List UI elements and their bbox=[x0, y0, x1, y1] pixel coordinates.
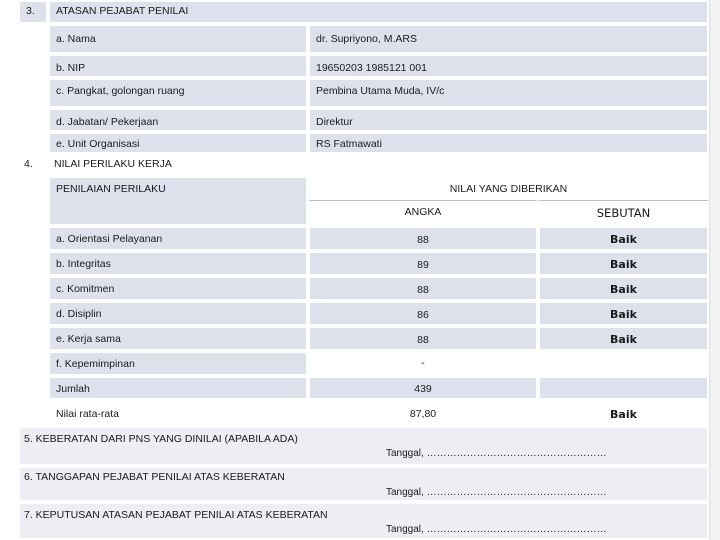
angka-header-cell bbox=[308, 200, 538, 226]
komitmen-sebutan: Baik bbox=[610, 283, 637, 296]
komitmen-angka-cell bbox=[308, 276, 538, 301]
penilaian-header: PENILAIAN PERILAKU bbox=[56, 183, 166, 195]
orientasi-label-cell bbox=[48, 226, 308, 251]
unit-label-cell bbox=[48, 132, 308, 154]
section5-block bbox=[18, 426, 709, 466]
jumlah-sebutan-cell bbox=[538, 376, 709, 400]
pangkat-label-cell bbox=[48, 78, 308, 108]
rata-value-cell bbox=[308, 400, 538, 426]
disiplin-sebutan: Baik bbox=[610, 308, 637, 321]
pangkat-value: Pembina Utama Muda, IV/c bbox=[316, 85, 445, 97]
pangkat-label: c. Pangkat, golongan ruang bbox=[56, 85, 185, 97]
integritas-angka: 89 bbox=[417, 259, 429, 271]
orientasi-angka-cell bbox=[308, 226, 538, 251]
nip-value: 19650203 1985121 001 bbox=[316, 62, 427, 74]
disiplin-label-cell bbox=[48, 301, 308, 326]
sebutan-header-cell bbox=[538, 200, 709, 226]
kerjasama-angka-cell bbox=[308, 326, 538, 351]
jabatan-label: d. Jabatan/ Pekerjaan bbox=[56, 116, 159, 128]
disiplin-angka-cell bbox=[308, 301, 538, 326]
unit-value: RS Fatmawati bbox=[316, 138, 382, 150]
nama-label: a. Nama bbox=[56, 33, 96, 45]
nama-value: dr. Supriyono, M.ARS bbox=[316, 33, 417, 45]
orientasi-sebutan-cell bbox=[538, 226, 709, 251]
jumlah-value: 439 bbox=[414, 383, 432, 395]
section7-tanggal: Tanggal, ……………………………………………… bbox=[386, 524, 607, 535]
section6-block bbox=[18, 466, 709, 502]
nilai-header: NILAI YANG DIBERIKAN bbox=[449, 183, 568, 195]
rata-label-cell bbox=[48, 400, 308, 426]
disiplin-angka: 86 bbox=[417, 309, 429, 321]
kerjasama-sebutan: Baik bbox=[610, 333, 637, 346]
komitmen-sebutan-cell bbox=[538, 276, 709, 301]
section5-tanggal: Tanggal, ……………………………………………… bbox=[386, 448, 607, 459]
orientasi-angka: 88 bbox=[417, 234, 429, 246]
rata-value: 87,80 bbox=[409, 408, 437, 420]
orientasi-sebutan: Baik bbox=[610, 233, 637, 246]
kerjasama-label-cell bbox=[48, 326, 308, 351]
komitmen-angka: 88 bbox=[417, 284, 429, 296]
disiplin-label: d. Disiplin bbox=[56, 308, 102, 320]
rata-label: Nilai rata-rata bbox=[56, 408, 120, 420]
nilai-header-cell bbox=[308, 176, 709, 200]
section4-title: NILAI PERILAKU KERJA bbox=[54, 158, 172, 170]
nama-value-cell bbox=[308, 24, 709, 54]
orientasi-label: a. Orientasi Pelayanan bbox=[56, 233, 163, 245]
jumlah-label: Jumlah bbox=[56, 383, 90, 395]
kepemimpinan-angka-cell bbox=[308, 351, 538, 376]
section7-block bbox=[18, 502, 709, 540]
kepemimpinan-angka: - bbox=[421, 357, 425, 369]
disiplin-sebutan-cell bbox=[538, 301, 709, 326]
page-edge bbox=[709, 0, 720, 540]
kerjasama-angka: 88 bbox=[417, 334, 429, 346]
komitmen-label: c. Komitmen bbox=[56, 283, 115, 295]
section6-title: 6. TANGGAPAN PEJABAT PENILAI ATAS KEBERATAN bbox=[24, 471, 285, 483]
kepemimpinan-label-cell bbox=[48, 351, 308, 376]
section7-title: 7. KEPUTUSAN ATASAN PEJABAT PENILAI ATAS KEBERATAN bbox=[24, 509, 328, 521]
jabatan-value-cell bbox=[308, 108, 709, 132]
kerjasama-label: e. Kerja sama bbox=[56, 333, 121, 345]
unit-label: e. Unit Organisasi bbox=[56, 138, 140, 150]
section5-title: 5. KEBERATAN DARI PNS YANG DINILAI (APABILA ADA) bbox=[24, 433, 298, 445]
integritas-angka-cell bbox=[308, 251, 538, 276]
nip-label-cell bbox=[48, 54, 308, 78]
integritas-label-cell bbox=[48, 251, 308, 276]
integritas-sebutan-cell bbox=[538, 251, 709, 276]
integritas-label: b. Integritas bbox=[56, 258, 111, 270]
jumlah-label-cell bbox=[48, 376, 308, 400]
section3-number-cell bbox=[18, 0, 48, 24]
penilaian-header-cell bbox=[48, 176, 308, 226]
jabatan-value: Direktur bbox=[316, 116, 353, 128]
integritas-sebutan: Baik bbox=[610, 258, 637, 271]
nip-label: b. NIP bbox=[56, 62, 86, 74]
rata-sebutan: Baik bbox=[610, 408, 637, 421]
kepemimpinan-label: f. Kepemimpinan bbox=[56, 358, 135, 370]
rata-sebutan-cell bbox=[538, 400, 709, 426]
section3-title: ATASAN PEJABAT PENILAI bbox=[56, 5, 189, 17]
jabatan-label-cell bbox=[48, 108, 308, 132]
nama-label-cell bbox=[48, 24, 308, 54]
section6-tanggal: Tanggal, ……………………………………………… bbox=[386, 487, 607, 498]
kerjasama-sebutan-cell bbox=[538, 326, 709, 351]
komitmen-label-cell bbox=[48, 276, 308, 301]
kepemimpinan-sebutan-cell bbox=[538, 351, 709, 376]
jumlah-value-cell bbox=[308, 376, 538, 400]
pangkat-value-cell bbox=[308, 78, 709, 108]
unit-value-cell bbox=[308, 132, 709, 154]
section3-number: 3. bbox=[26, 5, 35, 17]
nip-value-cell bbox=[308, 54, 709, 78]
section3-title-cell bbox=[48, 0, 709, 24]
sebutan-header: SEBUTAN bbox=[596, 206, 651, 220]
section4-number: 4. bbox=[24, 158, 33, 170]
angka-header: ANGKA bbox=[404, 206, 442, 218]
